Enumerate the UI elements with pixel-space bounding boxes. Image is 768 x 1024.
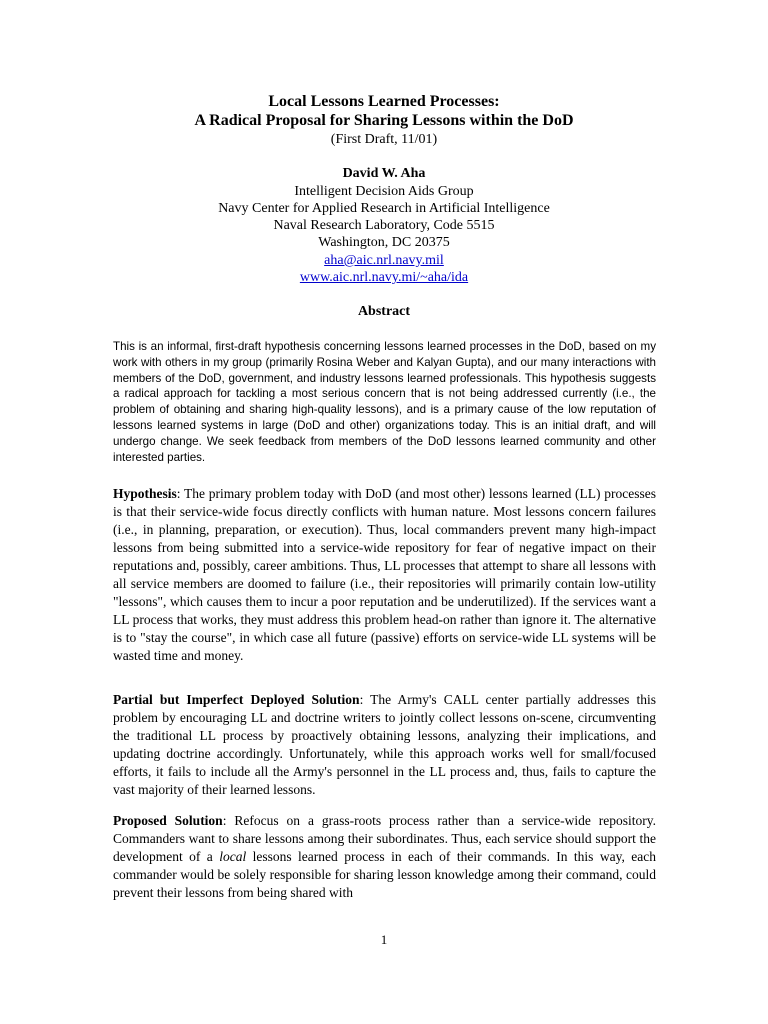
- proposed-solution-emphasis: local: [219, 849, 247, 864]
- abstract-heading: Abstract: [357, 304, 411, 319]
- title-line-1: Local Lessons Learned Processes:: [268, 93, 500, 110]
- email-link[interactable]: aha@aic.nrl.navy.mil: [324, 253, 444, 268]
- partial-solution-heading: Partial but Imperfect Deployed Solution: [113, 692, 360, 707]
- proposed-solution-heading: Proposed Solution: [113, 813, 223, 828]
- abstract-text: This is an informal, first-draft hypothesis concerning lessons learned processes in the DoD, based on my work with others in my group (primarily Rosina Weber and Kalyan Gupta), and our many interactions with members of the DoD, government, and industry lessons learned professionals. This hypothesis suggests a radical approach for tackling a most serious concern that is not being addressed currently (i.e., the problem of obtaining and sharing high-quality lessons), and is a primary cause of the low reputation of lessons learned systems in large (DoD and other) organizations today. This is an initial draft, and will undergo change. We seek feedback from members of the DoD lessons learned community and other interested parties.: [113, 340, 656, 464]
- author-center: Navy Center for Applied Research in Artificial Intelligence: [218, 201, 550, 216]
- proposed-solution-text-b: lessons learned process in each of their commands. In this way, each commander would be solely responsible for sharing lesson knowledge among their command, could prevent their lessons from being shared with: [113, 849, 656, 900]
- author-name: David W. Aha: [342, 166, 426, 181]
- author-lab: Naval Research Laboratory, Code 5515: [273, 218, 495, 233]
- title-line-2: A Radical Proposal for Sharing Lessons within the DoD: [194, 112, 574, 129]
- hypothesis-heading: Hypothesis: [113, 486, 177, 501]
- website-line: [0, 270, 768, 286]
- hypothesis-text: : The primary problem today with DoD (and most other) lessons learned (LL) processes is that their service-wide focus directly conflicts with human nature. Most lessons concern failures (i.e., in planning, preparation, or execution). Thus, local commanders prevent many high-impact lessons from being submitted into a service-wide repository for fear of negative impact on their reputations and, possibly, career ambitions. Thus, LL processes that attempt to share all lessons with all service members are doomed to failure (i.e., their repositories will primarily contain low-utility "lessons", which causes them to incur a poor reputation and be underutilized). If the services want a LL process that works, they must address this problem head-on rather than ignore it. The alternative is to "stay the course", in which case all future (passive) efforts on service-wide LL systems will be wasted time and money.: [113, 486, 656, 663]
- website-link[interactable]: www.aic.nrl.navy.mi/~aha/ida: [299, 270, 469, 285]
- email-line: [0, 253, 768, 269]
- partial-solution-paragraph: [113, 691, 656, 799]
- page-number: 1: [380, 932, 388, 947]
- partial-solution-text: : The Army's CALL center partially addresses this problem by encouraging LL and doctrine writers to jointly collect lessons on-scene, circumventing the traditional LL process by proactively obtaining lessons, analyzing their implications, and updating doctrine accordingly. Unfortunately, while this approach works well for small/focused efforts, it fails to include all the Army's personnel in the LL process and, thus, fails to capture the vast majority of their learned lessons.: [113, 692, 656, 797]
- proposed-solution-text-a: : Refocus on a grass-roots process rather than a service-wide repository. Commanders want to share lessons among their subordinates. Thus, each service should support the development of a: [113, 813, 656, 864]
- author-city: Washington, DC 20375: [318, 235, 450, 250]
- author-group: Intelligent Decision Aids Group: [294, 184, 474, 199]
- hypothesis-paragraph: [113, 485, 656, 665]
- proposed-solution-paragraph: [113, 812, 656, 902]
- draft-note: (First Draft, 11/01): [330, 132, 438, 147]
